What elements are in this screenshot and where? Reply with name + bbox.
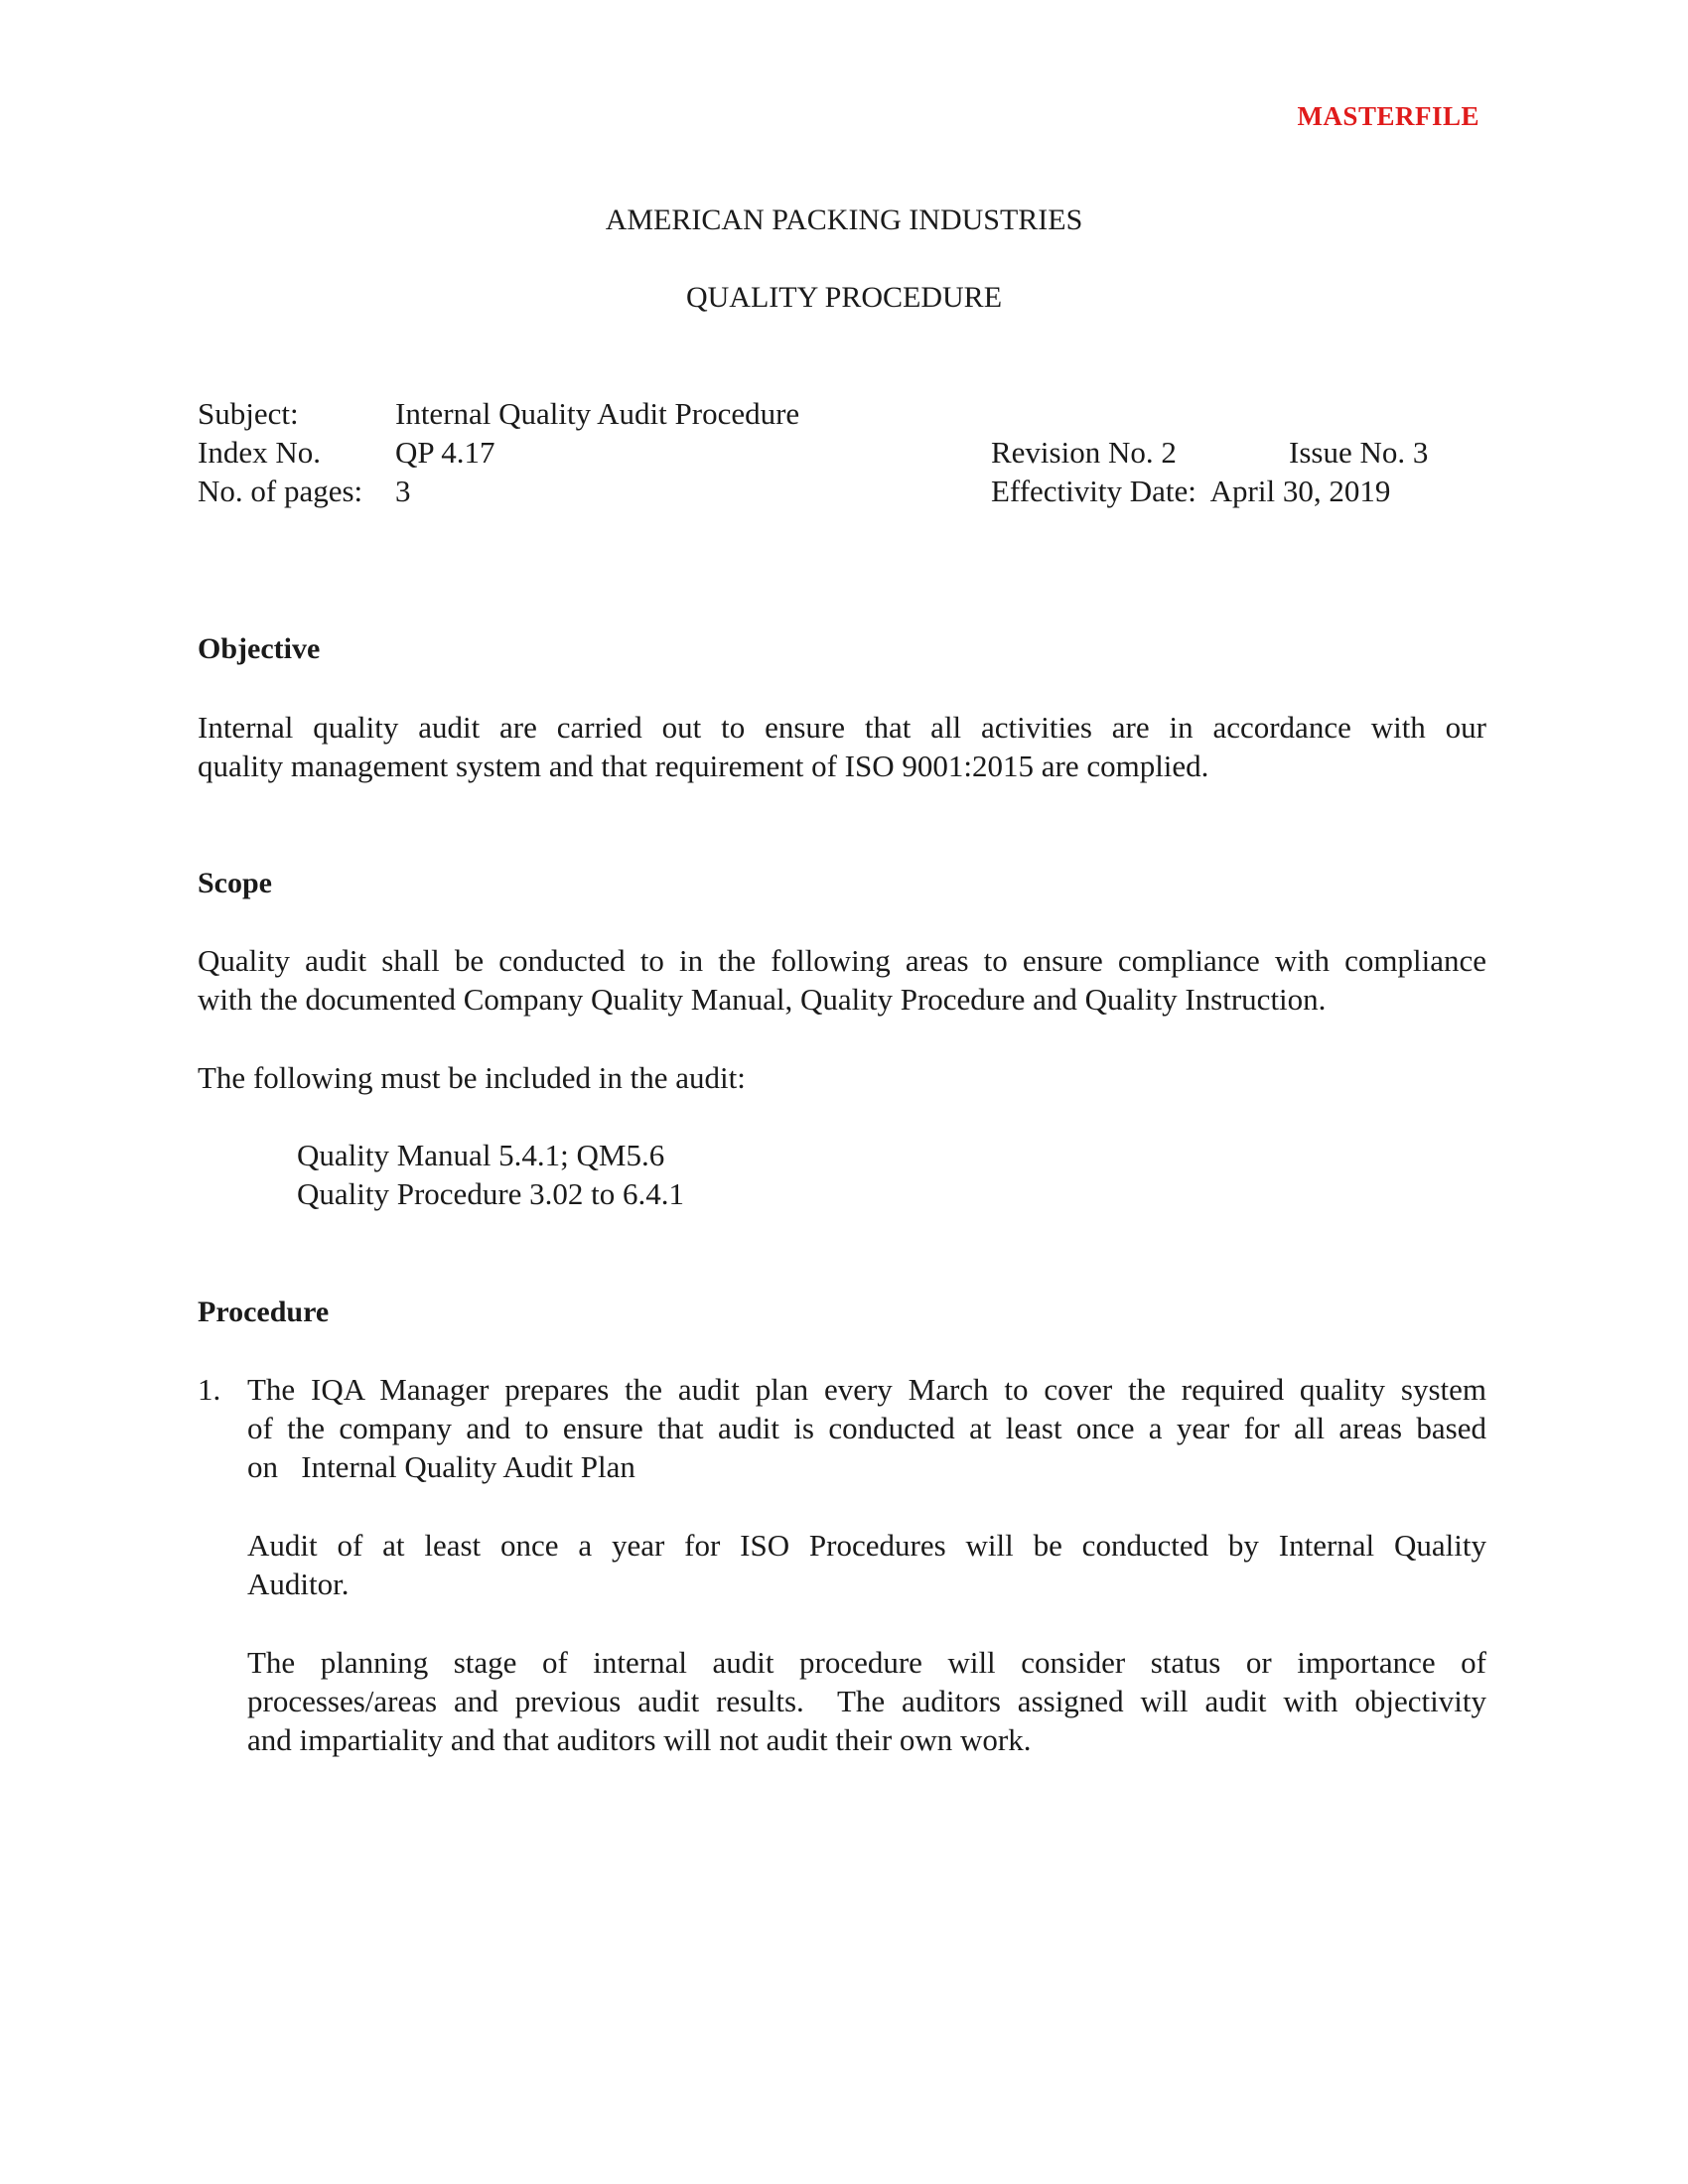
step1-para2-line-2: Auditor. bbox=[247, 1567, 350, 1601]
step1-line-3: on Internal Quality Audit Plan bbox=[247, 1449, 635, 1484]
effectivity-label: Effectivity Date: bbox=[991, 474, 1196, 508]
revision-number: Revision No. 2 bbox=[991, 435, 1177, 470]
list-item: Quality Manual 5.4.1; QM5.6 bbox=[297, 1138, 665, 1172]
objective-text-line-1: Internal quality audit are carried out to ensure that all activities are in accordance with our bbox=[198, 710, 1486, 745]
objective-heading: Objective bbox=[198, 632, 321, 665]
masterfile-stamp: MASTERFILE bbox=[1297, 101, 1479, 131]
effectivity-value: April 30, 2019 bbox=[1209, 474, 1391, 508]
step1-para3-line-3: and impartiality and that auditors will not audit their own work. bbox=[247, 1722, 1032, 1757]
effectivity-date bbox=[991, 472, 1390, 510]
index-label: Index No. bbox=[198, 435, 321, 470]
list-item: Quality Procedure 3.02 to 6.4.1 bbox=[297, 1176, 685, 1211]
document-title: QUALITY PROCEDURE bbox=[685, 281, 1003, 314]
subject-label: Subject: bbox=[198, 396, 299, 431]
subject-value: Internal Quality Audit Procedure bbox=[395, 396, 800, 431]
pages-label: No. of pages: bbox=[198, 474, 363, 508]
step-number: 1. bbox=[198, 1372, 221, 1407]
scope-text-line-1: Quality audit shall be conducted to in the following areas to ensure compliance with compliance bbox=[198, 943, 1486, 978]
step1-para3-line-2: processes/areas and previous audit results. The auditors assigned will audit with objectivity bbox=[247, 1684, 1486, 1718]
index-value: QP 4.17 bbox=[395, 435, 495, 470]
procedure-heading: Procedure bbox=[198, 1296, 330, 1328]
objective-text-line-2: quality management system and that requirement of ISO 9001:2015 are complied. bbox=[198, 749, 1209, 783]
step1-para2-line-1: Audit of at least once a year for ISO Procedures will be conducted by Internal Quality bbox=[247, 1528, 1486, 1563]
pages-value: 3 bbox=[395, 474, 411, 508]
company-name: AMERICAN PACKING INDUSTRIES bbox=[605, 204, 1083, 236]
step1-line-1: The IQA Manager prepares the audit plan every March to cover the required quality system bbox=[247, 1372, 1486, 1407]
step1-para3-line-1: The planning stage of internal audit procedure will consider status or importance of bbox=[247, 1645, 1486, 1680]
issue-number: Issue No. 3 bbox=[1289, 435, 1429, 470]
scope-included-intro: The following must be included in the audit: bbox=[198, 1060, 746, 1095]
scope-text-line-2: with the documented Company Quality Manual, Quality Procedure and Quality Instruction. bbox=[198, 982, 1327, 1017]
step1-line-2: of the company and to ensure that audit is conducted at least once a year for all areas based bbox=[247, 1411, 1486, 1445]
scope-heading: Scope bbox=[198, 867, 272, 899]
